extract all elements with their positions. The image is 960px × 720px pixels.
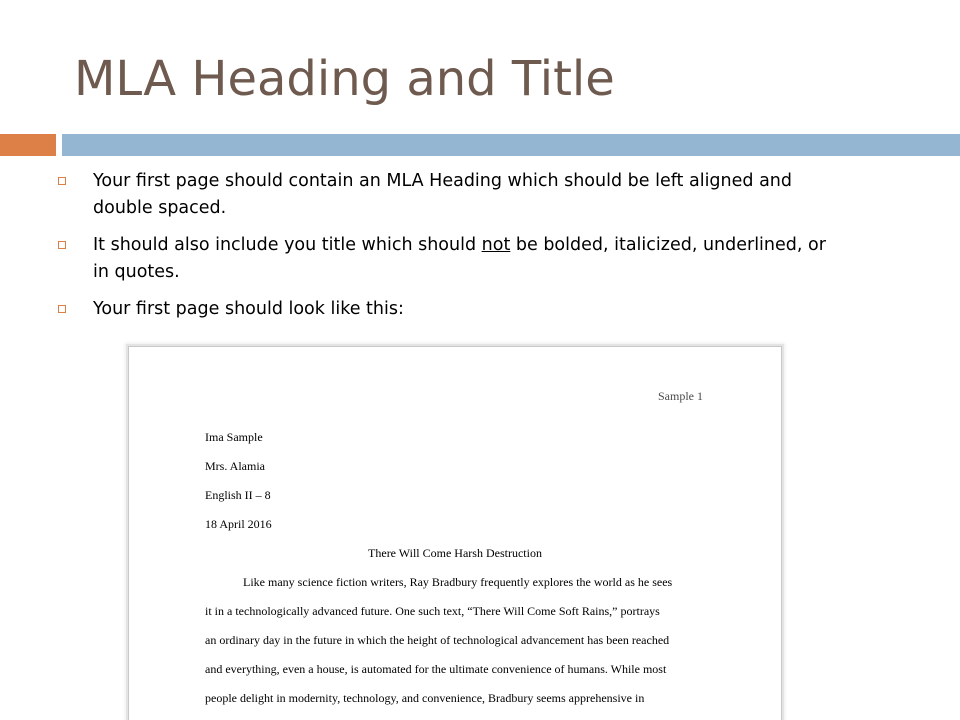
bullet-item-example — [58, 296, 838, 323]
doc-heading-teacher-name: Mrs. Alamia — [205, 459, 265, 473]
sample-document-image — [128, 346, 782, 720]
accent-bar-blue — [62, 134, 960, 156]
bullet-item-heading — [58, 168, 838, 222]
square-bullet-icon — [58, 177, 66, 185]
doc-heading-student-name: Ima Sample — [205, 430, 263, 444]
bullet-text: Your first page should contain an MLA Heading which should be left aligned and double spaced. — [93, 171, 792, 218]
bullet-list — [58, 168, 838, 333]
bullet-text: Your first page should look like this: — [93, 299, 404, 319]
doc-body-line: and everything, even a house, is automated for the ultimate convenience of humans. While most — [205, 662, 667, 676]
doc-body-line: Like many science fiction writers, Ray Bradbury frequently explores the world as he sees — [243, 575, 673, 589]
bullet-text-after: be bolded, italicized, underlined, or in quotes. — [93, 235, 826, 282]
accent-bar-orange — [0, 134, 56, 156]
doc-body-line: people delight in modernity, technology, and convenience, Bradbury seems apprehensive in — [205, 691, 645, 705]
doc-body-line: it in a technologically advanced future. One such text, “There Will Come Soft Rains,” portrays — [205, 604, 660, 618]
doc-page-number: Sample 1 — [658, 389, 703, 403]
square-bullet-icon — [58, 241, 66, 249]
doc-title: There Will Come Harsh Destruction — [368, 546, 542, 560]
doc-heading-date: 18 April 2016 — [205, 517, 272, 531]
bullet-text-before: It should also include you title which should — [93, 235, 482, 255]
doc-body-line: an ordinary day in the future in which the height of technological advancement has been reached — [205, 633, 670, 647]
doc-heading-course: English II – 8 — [205, 488, 271, 502]
bullet-text-emphasis: not — [481, 235, 511, 255]
square-bullet-icon — [58, 305, 66, 313]
slide-title: MLA Heading and Title — [74, 51, 615, 107]
bullet-item-title-rules — [58, 232, 838, 286]
